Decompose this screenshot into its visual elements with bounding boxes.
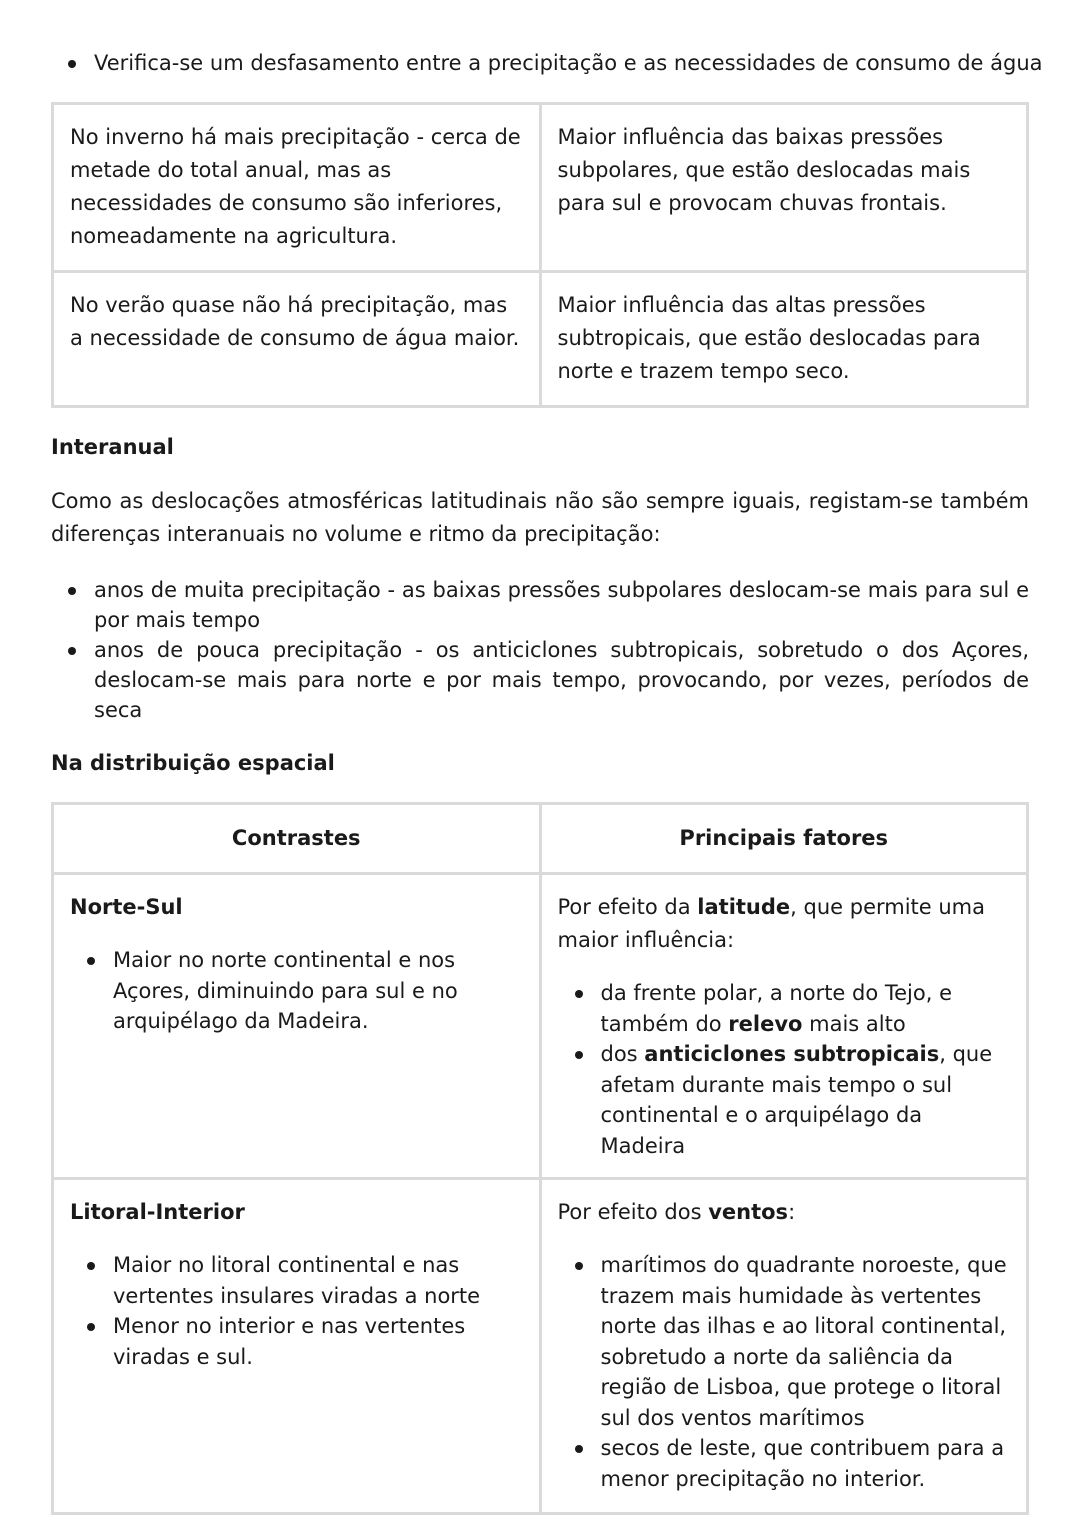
- interanual-paragraph: Como as deslocações atmosféricas latitudinais não são sempre iguais, registam-se também diferenças interanuais no volume e ritmo da precipitação:: [51, 489, 1029, 546]
- summer-cause-cell: Maior influência das altas pressões subtropicais, que estão deslocadas para norte e trazem tempo seco.: [540, 272, 1028, 407]
- list-item: anos de pouca precipitação - os anticiclones subtropicais, sobretudo o dos Açores, deslocam-se mais para norte e por mais tempo, provocando, por vezes, períodos de seca: [51, 635, 1029, 725]
- document-page: [51, 48, 1043, 1515]
- winter-cell: No inverno há mais precipitação - cerca de metade do total anual, mas as necessidades de consumo são inferiores, nomeadamente na agricultura.: [53, 104, 541, 272]
- seasonal-table: [51, 102, 1029, 408]
- litoral-interior-bullets: [70, 1250, 523, 1372]
- table-row: [53, 272, 1028, 407]
- litoral-interior-cell: [53, 1179, 541, 1514]
- list-item: Menor no interior e nas vertentes viradas e sul.: [70, 1311, 523, 1372]
- ventos-term: ventos: [708, 1200, 789, 1224]
- anticiclones-term: anticiclones subtropicais: [644, 1042, 940, 1066]
- table-header-row: [53, 804, 1028, 874]
- norte-sul-bullets: [70, 945, 523, 1037]
- spatial-heading: Na distribuição espacial: [51, 751, 335, 775]
- litoral-interior-factors-cell: [540, 1179, 1028, 1514]
- table-row: [53, 104, 1028, 272]
- norte-sul-title: Norte-Sul: [70, 895, 183, 919]
- header-contrastes: Contrastes: [53, 804, 541, 874]
- winter-cause-cell: Maior influência das baixas pressões subpolares, que estão deslocadas mais para sul e provocam chuvas frontais.: [540, 104, 1028, 272]
- table-row: [53, 1179, 1028, 1514]
- spatial-table: [51, 802, 1029, 1515]
- header-fatores: Principais fatores: [540, 804, 1028, 874]
- list-item: marítimos do quadrante noroeste, que trazem mais humidade às vertentes norte das ilhas e ao litoral continental, sobretudo a norte da saliência da região de Lisboa, que protege o litoral sul dos ventos marítimos: [558, 1250, 1011, 1433]
- list-item: anos de muita precipitação - as baixas pressões subpolares deslocam-se mais para sul e por mais tempo: [51, 575, 1029, 635]
- interanual-bullet-list: [51, 575, 1029, 725]
- norte-sul-factors-cell: [540, 874, 1028, 1179]
- intro-bullet: Verifica-se um desfasamento entre a precipitação e as necessidades de consumo de água: [51, 48, 1029, 78]
- norte-sul-cell: [53, 874, 541, 1179]
- norte-sul-factor-list: [558, 978, 1011, 1161]
- ventos-intro: Por efeito dos ventos:: [557, 1200, 796, 1224]
- list-item: Maior no litoral continental e nas vertentes insulares viradas a norte: [70, 1250, 523, 1311]
- interanual-heading: Interanual: [51, 435, 174, 459]
- latitude-intro: Por efeito da latitude, que permite uma maior influência:: [557, 895, 986, 952]
- litoral-interior-factor-list: [558, 1250, 1011, 1494]
- latitude-term: latitude: [697, 895, 791, 919]
- summer-cell: No verão quase não há precipitação, mas a necessidade de consumo de água maior.: [53, 272, 541, 407]
- table-row: [53, 874, 1028, 1179]
- list-item: dos anticiclones subtropicais, que afetam durante mais tempo o sul continental e o arquipélago da Madeira: [558, 1039, 1011, 1161]
- list-item: da frente polar, a norte do Tejo, e também do relevo mais alto: [558, 978, 1011, 1039]
- list-item: Maior no norte continental e nos Açores, diminuindo para sul e no arquipélago da Madeira.: [70, 945, 523, 1037]
- relevo-term: relevo: [728, 1011, 803, 1036]
- list-item: secos de leste, que contribuem para a menor precipitação no interior.: [558, 1433, 1011, 1494]
- litoral-interior-title: Litoral-Interior: [70, 1200, 245, 1224]
- intro-bullet-list: [51, 48, 1043, 78]
